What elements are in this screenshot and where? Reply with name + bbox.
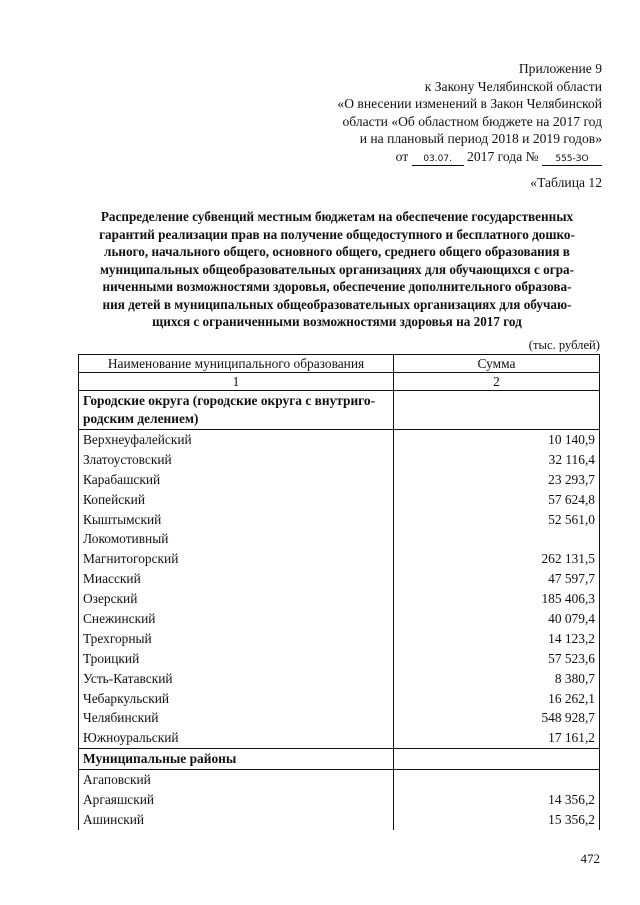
appendix-line: «О внесении изменений в Закон Челябинской: [337, 96, 602, 111]
subsidy-amount: 14 123,2: [394, 629, 600, 649]
subsidy-amount: [394, 529, 600, 549]
table-row: [79, 589, 600, 609]
date-suffix: 2017 года №: [467, 148, 539, 164]
table-row: [79, 649, 600, 669]
date-prefix: от: [395, 148, 409, 164]
subsidy-amount: 14 356,2: [394, 790, 600, 810]
municipality-name: Снежинский: [79, 609, 394, 629]
title-line: гарантий реализации прав на получение общедоступного и бесплатного дошко-: [99, 226, 575, 242]
table-row: [79, 470, 600, 490]
appendix-line: и на плановый период 2018 и 2019 годов»: [359, 131, 602, 146]
law-number-value: 555-ЗО: [542, 153, 602, 166]
document-title: [82, 208, 592, 331]
group-title-line: Муниципальные районы: [83, 751, 237, 767]
title-line: Распределение субвенций местным бюджетам на обеспечение государственных: [100, 209, 574, 224]
subsidy-amount: 15 356,2: [394, 810, 600, 830]
header-row: [79, 355, 600, 373]
table-body: [79, 391, 600, 830]
municipality-name: Миасский: [79, 569, 394, 589]
subsidy-amount: 10 140,9: [394, 430, 600, 450]
table-row: [79, 810, 600, 830]
table-row: [79, 450, 600, 470]
table-row: [79, 609, 600, 629]
municipality-name: Златоустовский: [79, 450, 394, 470]
group-title: [79, 391, 394, 430]
table-row: [79, 669, 600, 689]
table-row: [79, 549, 600, 569]
group-title: [79, 749, 394, 770]
subsidy-amount: 262 131,5: [394, 549, 600, 569]
title-line: щихся с ограниченными возможностями здоровья на 2017 год: [152, 314, 522, 329]
municipality-name: Аргаяшский: [79, 790, 394, 810]
municipality-name: Агаповский: [79, 770, 394, 790]
law-date-line: [337, 148, 602, 166]
subsidy-amount: 47 597,7: [394, 569, 600, 589]
table-row: [79, 529, 600, 549]
table-row: [79, 629, 600, 649]
subsidy-amount: 52 561,0: [394, 510, 600, 530]
table-row: [79, 689, 600, 709]
group-amount-cell: [394, 391, 600, 430]
title-line: ния детей в муниципальных общеобразовательных организациях для обучаю-: [102, 296, 572, 312]
subsidy-amount: 8 380,7: [394, 669, 600, 689]
subsidy-amount: 57 523,6: [394, 649, 600, 669]
group-header-row: [79, 749, 600, 770]
subsidy-amount: 17 161,2: [394, 728, 600, 748]
municipality-name: Троицкий: [79, 649, 394, 669]
page-number: 472: [580, 851, 600, 866]
municipality-name: Озерский: [79, 589, 394, 609]
subsidy-amount: 57 624,8: [394, 490, 600, 510]
table-row: [79, 430, 600, 450]
appendix-header: [337, 60, 602, 166]
appendix-line: Приложение 9: [518, 61, 602, 76]
table-row: [79, 490, 600, 510]
municipality-name: Ашинский: [79, 810, 394, 830]
subsidy-amount: 548 928,7: [394, 708, 600, 728]
table-row: [79, 510, 600, 530]
subsidy-amount: 16 262,1: [394, 689, 600, 709]
column-header-amount: Сумма: [394, 355, 600, 373]
column-number: 2: [394, 373, 600, 391]
title-line: ниченными возможностями здоровья, обеспечение дополнительного образова-: [102, 279, 572, 294]
group-title-line: Городские округа (городские округа с внутриго-: [83, 393, 376, 408]
units-label: (тыс. рублей): [528, 338, 600, 352]
subsidy-amount: 32 116,4: [394, 450, 600, 470]
appendix-line: к Закону Челябинской области: [424, 78, 602, 94]
subsidy-amount: 185 406,3: [394, 589, 600, 609]
municipality-name: Трехгорный: [79, 629, 394, 649]
appendix-line: области «Об областном бюджете на 2017 год: [342, 113, 602, 129]
table-row: [79, 569, 600, 589]
subsidy-amount: [394, 770, 600, 790]
law-date-value: 03.07.: [412, 153, 464, 166]
column-number: 1: [79, 373, 394, 391]
municipality-name: Верхнеуфалейский: [79, 430, 394, 450]
column-header-name: Наименование муниципального образования: [79, 355, 394, 373]
municipality-name: Челябинский: [79, 708, 394, 728]
municipality-name: Карабашский: [79, 470, 394, 490]
title-line: льного, начального общего, основного общего, среднего общего образования в: [104, 244, 570, 259]
table-row: [79, 790, 600, 810]
municipality-name: Магнитогорский: [79, 549, 394, 569]
municipality-name: Кыштымский: [79, 510, 394, 530]
title-line: муниципальных общеобразовательных организациях для обучающихся с огра-: [99, 261, 575, 277]
table-row: [79, 770, 600, 790]
table-row: [79, 708, 600, 728]
municipality-name: Южноуральский: [79, 728, 394, 748]
group-amount-cell: [394, 749, 600, 770]
subsidy-amount: 23 293,7: [394, 470, 600, 490]
subsidy-amount: 40 079,4: [394, 609, 600, 629]
group-title-line: родским делением): [83, 411, 199, 426]
municipality-name: Усть-Катавский: [79, 669, 394, 689]
municipality-name: Копейский: [79, 490, 394, 510]
municipality-name: Чебаркульский: [79, 689, 394, 709]
column-number-row: [79, 373, 600, 391]
table-label: «Таблица 12: [530, 175, 602, 190]
group-header-row: [79, 391, 600, 430]
municipality-name: Локомотивный: [79, 529, 394, 549]
subsidy-table: [78, 354, 600, 830]
table-row: [79, 728, 600, 748]
